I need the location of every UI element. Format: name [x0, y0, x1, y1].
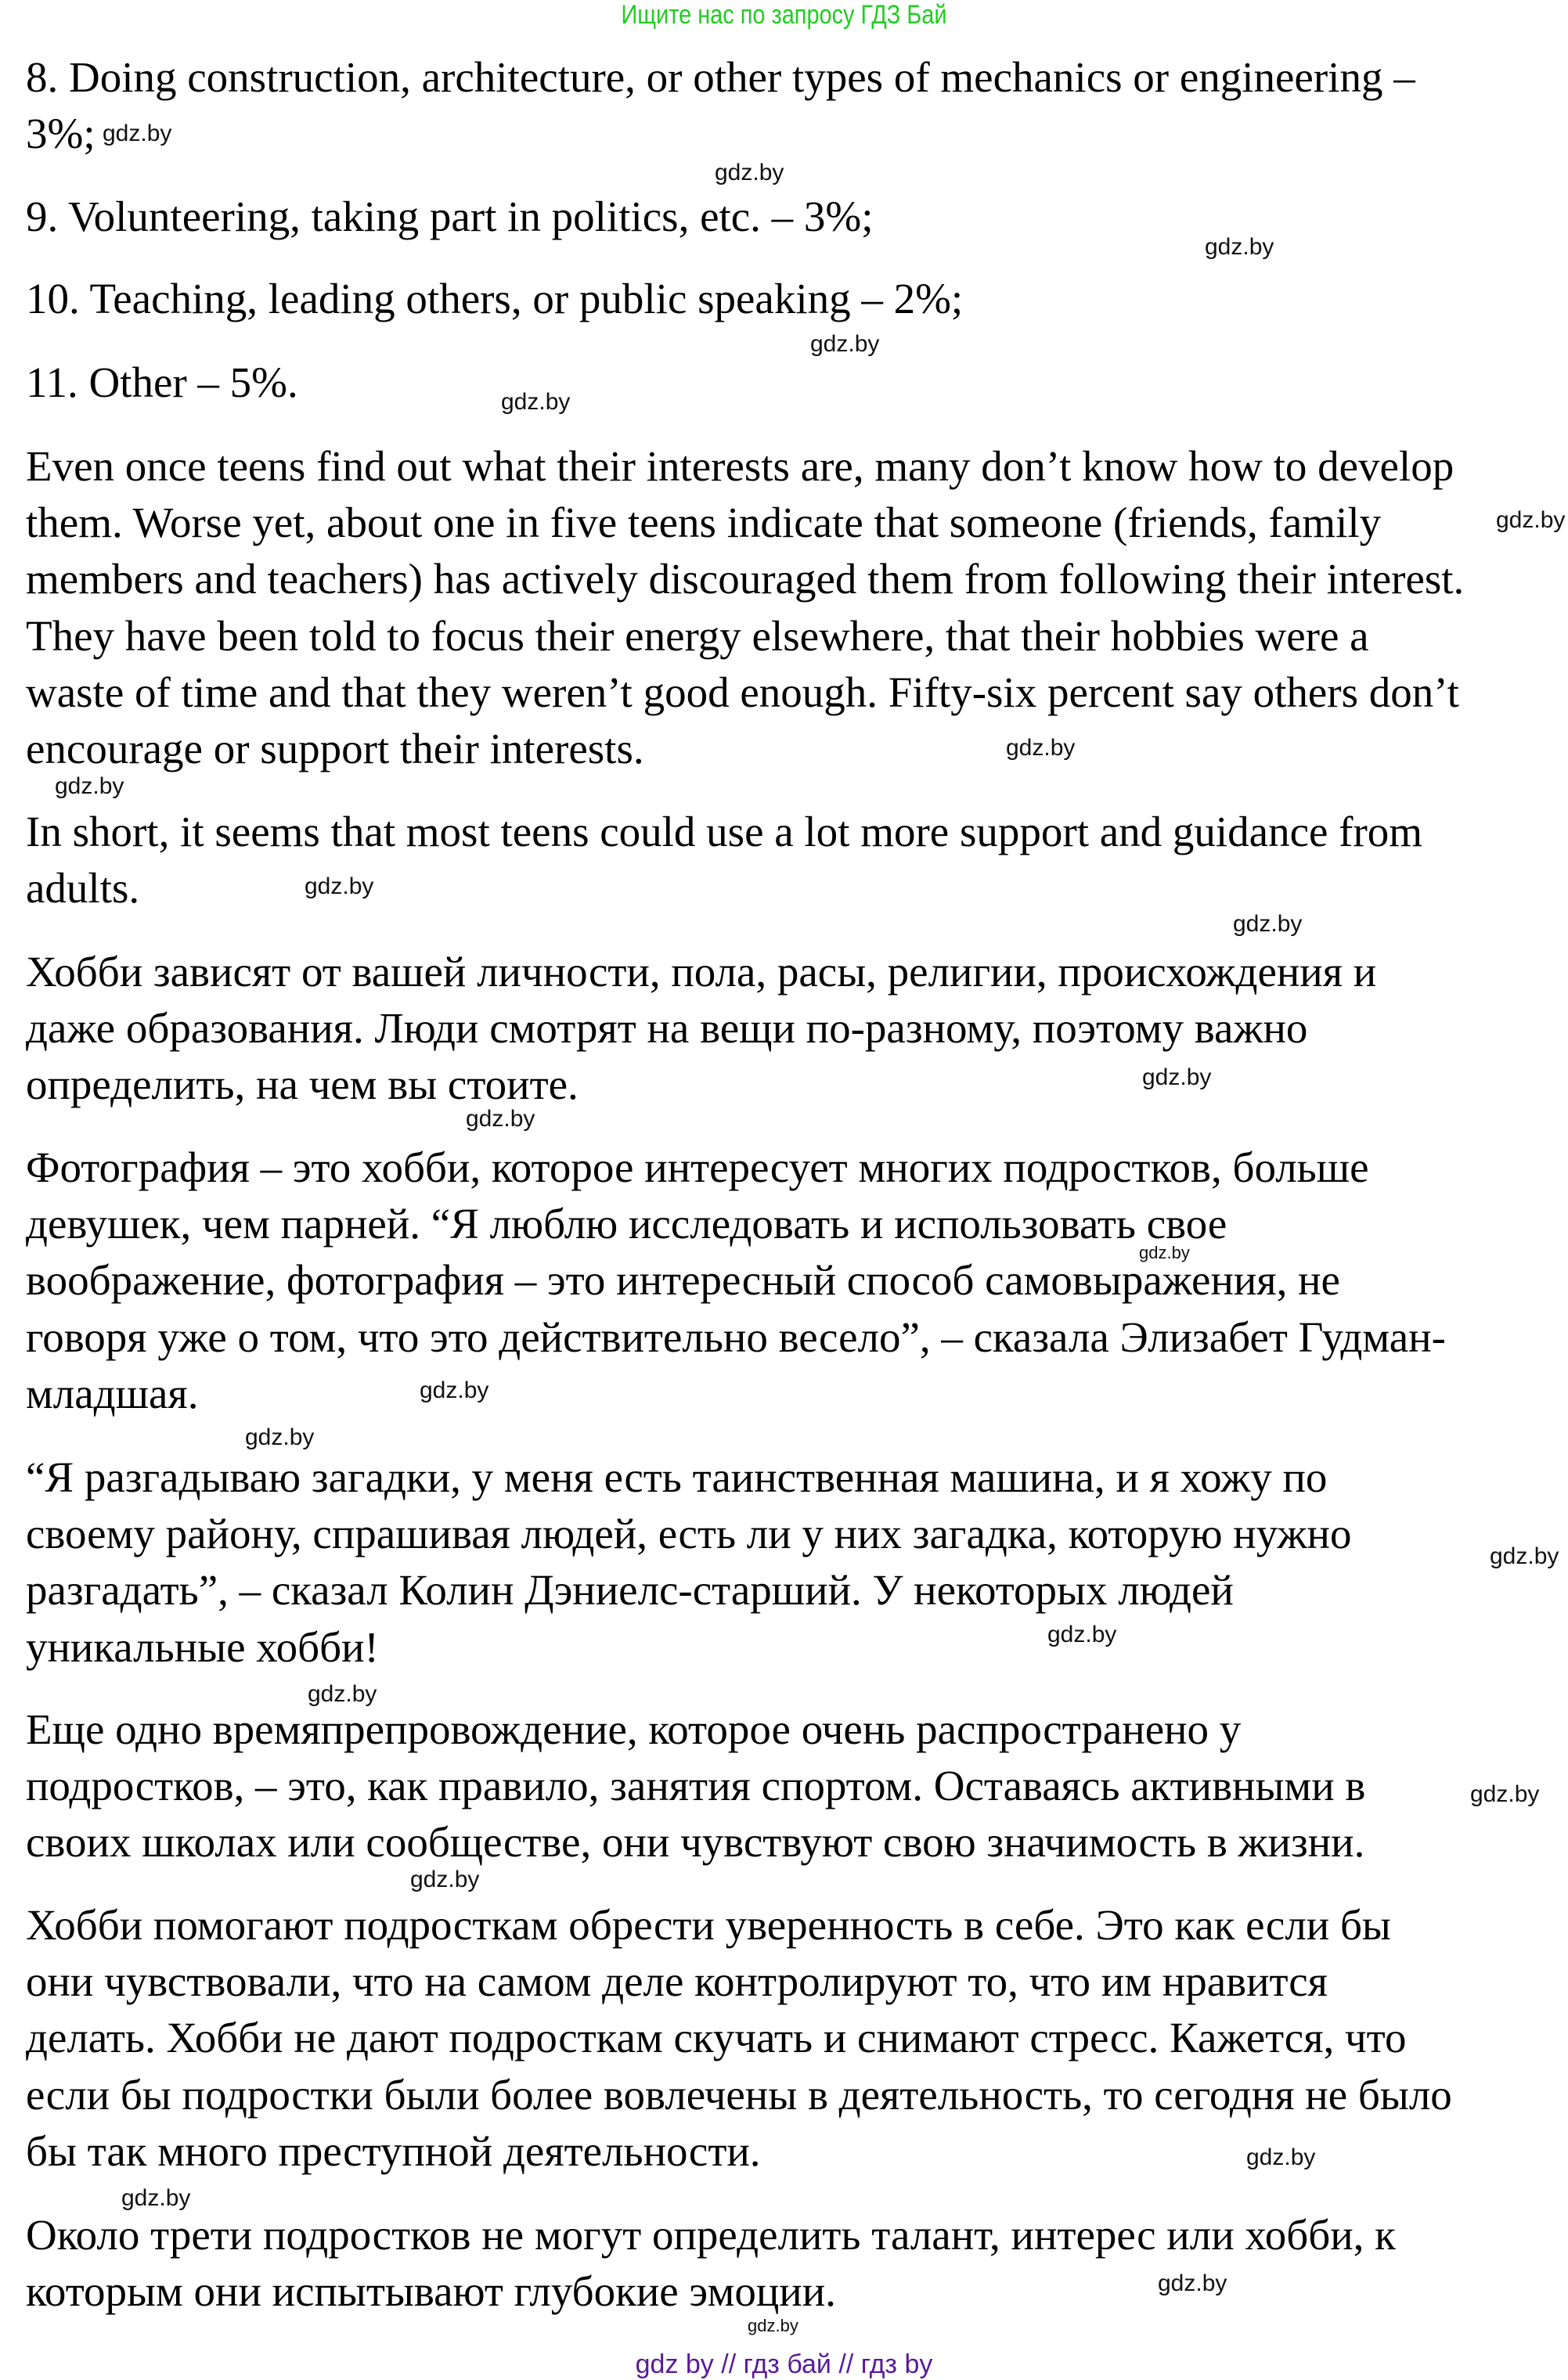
watermark: gdz.by — [466, 1105, 535, 1132]
watermark: gdz.by — [55, 772, 124, 799]
list-item — [26, 189, 1560, 245]
watermark: gdz.by — [305, 873, 374, 899]
text-line: 11. Other – 5%. — [26, 358, 298, 406]
watermark: gdz.by — [420, 1377, 489, 1404]
watermark: gdz.by — [103, 120, 172, 146]
list-item — [26, 49, 1560, 162]
watermark: gdz.by — [1158, 2270, 1227, 2296]
watermark: gdz.by — [308, 1681, 377, 1708]
search-hint-banner: Ищите нас по запросу ГДЗ Бай — [621, 0, 947, 30]
text-line: Фотография – это хобби, которое интересует многих подростков, больше — [26, 1143, 1369, 1191]
paragraph — [26, 2207, 1560, 2320]
watermark: gdz.by — [1006, 735, 1076, 762]
text-line: девушек, чем парней. “Я люблю исследовать и использовать свое — [26, 1200, 1227, 1248]
text-line: если бы подростки были более вовлечены в деятельность, то сегодня не было — [26, 2070, 1452, 2119]
watermark: gdz.by — [121, 2185, 191, 2212]
text-line: encourage or support their interests. — [26, 724, 644, 772]
watermark: gdz.by — [748, 2316, 798, 2336]
watermark: gdz.by — [1470, 1781, 1540, 1808]
paragraph — [26, 1449, 1560, 1676]
paragraph — [26, 1140, 1560, 1422]
text-line: подростков, – это, как правило, занятия спортом. Оставаясь активными в — [26, 1762, 1366, 1810]
watermark: gdz.by — [501, 389, 571, 416]
text-line: They have been told to focus their energy elsewhere, that their hobbies were a — [26, 611, 1369, 660]
watermark: gdz.by — [1246, 2144, 1316, 2170]
text-line: Еще одно времяпрепровождение, которое очень распространено у — [26, 1705, 1242, 1753]
text-line: воображение, фотография – это интересный способ самовыражения, не — [26, 1256, 1340, 1305]
watermark: gdz.by — [810, 331, 880, 358]
text-line: делать. Хобби не дают подросткам скучать и снимают стресс. Кажется, что — [26, 2014, 1407, 2062]
text-line: Хобби помогают подросткам обрести уверенность в себе. Это как если бы — [26, 1901, 1391, 1949]
text-line: them. Worse yet, about one in five teens indicate that someone (friends, family — [26, 499, 1382, 547]
watermark: gdz.by — [1205, 234, 1274, 261]
text-line: Около трети подростков не могут определить талант, интерес или хобби, к — [26, 2211, 1396, 2259]
text-line: своих школах или сообществе, они чувствуют свою значимость в жизни. — [26, 1818, 1365, 1867]
text-line: разгадать”, – сказал Колин Дэниелс-старший. У некоторых людей — [26, 1566, 1234, 1615]
text-line: members and teachers) has actively discouraged them from following their interest. — [26, 555, 1465, 603]
text-line: бы так много преступной деятельности. — [26, 2126, 761, 2175]
text-line: которым они испытывают глубокие эмоции. — [26, 2267, 836, 2316]
text-line: “Я разгадываю загадки, у меня есть таинственная машина, и я хожу по — [26, 1453, 1328, 1501]
list-item — [26, 355, 1560, 411]
watermark: gdz.by — [1490, 1543, 1559, 1569]
text-line: 3%; — [26, 110, 96, 158]
text-line: младшая. — [26, 1369, 199, 1417]
paragraph — [26, 438, 1560, 777]
text-line: 10. Teaching, leading others, or public speaking – 2%; — [26, 275, 964, 322]
text-line: waste of time and that they weren’t good enough. Fifty-six percent say others don’t — [26, 668, 1459, 716]
watermark: gdz.by — [715, 160, 784, 186]
text-line: определить, на чем вы стоите. — [26, 1060, 579, 1109]
watermark: gdz.by — [1139, 1242, 1190, 1262]
list-item — [26, 271, 1560, 327]
paragraph — [26, 1701, 1560, 1871]
watermark: gdz.by — [1047, 1622, 1117, 1648]
text-line: 8. Doing construction, architecture, or other types of mechanics or engineering – — [26, 53, 1415, 101]
paragraph — [26, 944, 1560, 1114]
paragraph — [26, 804, 1560, 916]
watermark: gdz.by — [245, 1424, 315, 1451]
watermark: gdz.by — [410, 1866, 480, 1892]
text-line: говоря уже о том, что это действительно весело”, – сказала Элизабет Гудман- — [26, 1312, 1446, 1361]
text-line: In short, it seems that most teens could use a lot more support and guidance from — [26, 808, 1423, 855]
text-line: они чувствовали, что на самом деле контролируют то, что им нравится — [26, 1957, 1328, 2006]
watermark: gdz.by — [1496, 507, 1566, 534]
watermark: gdz.by — [1233, 911, 1303, 938]
text-line: своему району, спрашивая людей, есть ли у них загадка, которую нужно — [26, 1510, 1352, 1558]
footer-links[interactable]: gdz by // гдз бай // гдз by — [635, 2349, 933, 2379]
text-line: даже образования. Люди смотрят на вещи по-разному, поэтому важно — [26, 1004, 1308, 1053]
paragraph — [26, 1897, 1560, 2180]
text-line: adults. — [26, 864, 140, 913]
watermark: gdz.by — [1142, 1064, 1212, 1091]
text-line: уникальные хобби! — [26, 1622, 379, 1671]
text-line: Хобби зависят от вашей личности, пола, расы, религии, происхождения и — [26, 948, 1377, 996]
text-line: Even once teens find out what their interests are, many don’t know how to develop — [26, 442, 1454, 490]
text-line: 9. Volunteering, taking part in politics, etc. – 3%; — [26, 193, 874, 240]
